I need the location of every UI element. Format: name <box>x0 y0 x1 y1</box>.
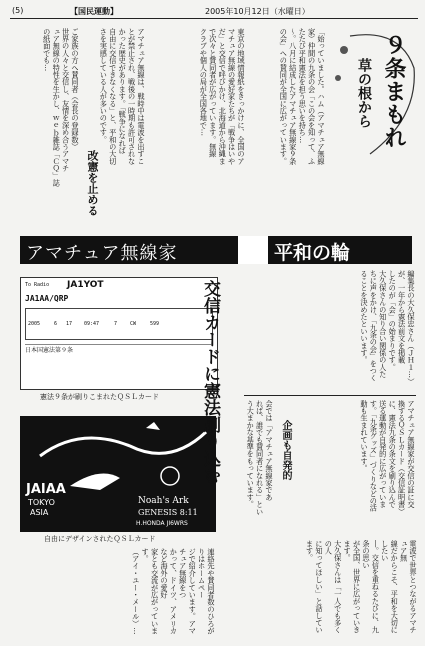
section-label: 【国民運動】 <box>70 7 118 16</box>
kicker-line2: 草の根から <box>356 58 372 128</box>
article-col-d: ご家族の方へ賛同者（会長の登録数） 世界の人々と交信し、友情を深め合うアマチ ュア無線の特性を生かし、ｗｅｂ雑誌「ＣＱ」誌 の紙面でも… <box>42 28 80 187</box>
qsl-to-radio: To Radio <box>25 282 50 288</box>
article-col-h: アマチュア無線家が交信の証に交 換するＱＳＬカード（交信証明書） に、憲法九条の条文を刷り込んで 送る運動が自発的に広がっていま す。「九条グッズ」づくりなどの活 動も生まれています。 <box>359 400 416 516</box>
article-col-i: 電波で世界とつながるアマチュア無 線だからこそ、平和を大切にしたい ―。交信を重ねるたびに、九条の思い が全国、世界に広がっていきます。 大久保さんは「一人でも多くの人 に知ってほしい」と話しています。 <box>305 540 418 634</box>
article-col-e: 編集長の大久保忠さん（ＪＨ１…） が、一年から憲法前文を掲載 したのが「会」の始まりです。 大久保さんの知り合い関係の人た ちに声をかけ、「九条の会」をつく ることを決めたといいます。 <box>359 270 416 386</box>
main-headline: 交信カードに憲法刷り込む <box>200 280 220 484</box>
section-rule <box>244 395 416 396</box>
issue-date: 2005年10月12日（水曜日） <box>205 7 310 16</box>
design-city: TOKYO <box>28 498 55 507</box>
banner-left-text: アマチュア無線家 <box>26 243 178 264</box>
article-col-c: アマチュア無線は、戦時中は電波を出すこ とが禁止され、戦後の一時期も許可されな かった歴史があります。「戦争になれば 自由に交信できなくなる」と、平和の大切 さを実感している人が多いのです。 <box>99 28 146 165</box>
qsl-callsign: JA1YOT <box>67 280 104 290</box>
design-sign: H.HONDA JI6WRS <box>136 520 188 527</box>
banner-divider <box>238 236 268 264</box>
qsl-log-table: 2005 6 17 09:47 7 CW 599 <box>25 308 213 340</box>
kicker-title <box>330 28 418 158</box>
caption-qsl-card: 憲法９条が刷りこまれたＱＳＬカード <box>40 393 159 401</box>
design-verse: GENESIS 8:11 <box>138 508 198 517</box>
banner-right-text: 平和の輪 <box>274 242 351 264</box>
qsl-article-text: 日本国憲法第９条 <box>25 344 211 383</box>
design-ark: Noah's Ark <box>138 496 189 506</box>
design-card-image <box>20 416 216 532</box>
article-col-f: 連絡先や賛同者数のひろがりはホームペー ジで紹介しています。アマチュア無線をつ かって、ドイツ、アメリカなど海外の愛好 家とも交流が広がっています。 （アイ・ユー・メール）… <box>131 548 216 635</box>
caption-design-card: 自由にデザインされたＱＳＬカード <box>44 535 156 543</box>
qsl-sender: JA1AA/QRP <box>25 294 69 303</box>
design-region: ASIA <box>30 508 49 517</box>
subhead-stop-revision: 改憲を止める <box>86 150 99 216</box>
article-col-b: 東京の地域情報紙をきっかけに、全国のア マチュア無線の愛好家たちが「戦争はいや だ」と交信で呼びかけ、北海道から沖縄ま で次々と賛同者が広がっています。無線 クラブや個人の局が全国各地で… <box>199 28 246 165</box>
article-col-a: 「始っていました。ハム（アマチュア無線 家）仲間の九条の会「この会を知って、ふ たたび平和憲法を担う思いを持ち… 〜。八月に結成したアマチュア無線家９条 の会」への賛同が全国に広がっています。 <box>279 28 326 165</box>
headline-banner <box>20 236 412 264</box>
article-col-g: 会では「アマチュア無線家であ れば、誰でも賛同者になれる」とい う大まかな基準をもっています。 <box>246 400 274 516</box>
qsl-card-image <box>20 277 218 390</box>
header-rule <box>10 18 418 19</box>
kicker-line1: ９条まもれ <box>381 34 406 149</box>
subhead-initiative: 企画も自発的 <box>280 420 291 480</box>
design-logo: JAIAA <box>26 482 66 497</box>
page-number: (5) <box>12 6 24 15</box>
